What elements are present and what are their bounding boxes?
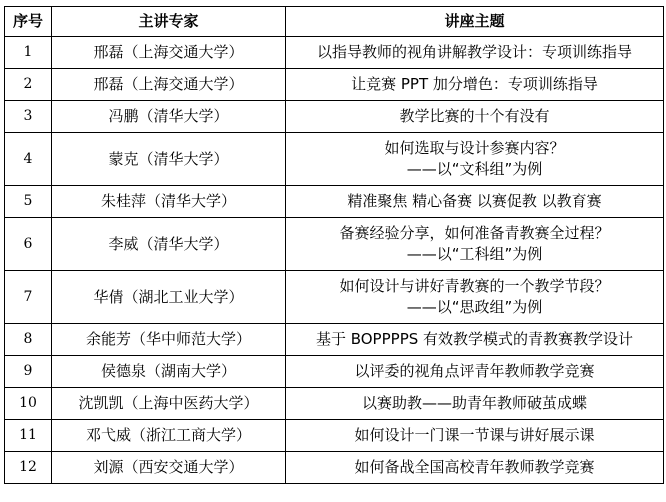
topic-line: ——以“工科组”为例 bbox=[406, 245, 543, 263]
table-row bbox=[5, 186, 664, 218]
row-number: 11 bbox=[5, 420, 52, 452]
topic-line: 以指导教师的视角讲解教学设计：专项训练指导 bbox=[316, 43, 632, 61]
topic-cell bbox=[286, 101, 664, 133]
topic-line: 让竞赛 PPT 加分增色：专项训练指导 bbox=[351, 75, 598, 93]
topic-cell bbox=[286, 133, 664, 186]
topic-cell bbox=[286, 271, 664, 324]
row-number: 4 bbox=[5, 133, 52, 186]
topic-line: 如何设计一门课一节课与讲好展示课 bbox=[354, 426, 595, 444]
lecture-schedule-table bbox=[4, 6, 664, 484]
table-row bbox=[5, 69, 664, 101]
topic-cell bbox=[286, 218, 664, 271]
row-number: 6 bbox=[5, 218, 52, 271]
table-row bbox=[5, 452, 664, 484]
topic-line: 以赛助教——助青年教师破茧成蝶 bbox=[361, 394, 587, 412]
row-number: 5 bbox=[5, 186, 52, 218]
table-header-row bbox=[5, 7, 664, 37]
header-topic: 讲座主题 bbox=[286, 7, 664, 37]
topic-cell bbox=[286, 37, 664, 69]
topic-cell bbox=[286, 452, 664, 484]
table-row bbox=[5, 324, 664, 356]
table-row bbox=[5, 133, 664, 186]
topic-line: 精准聚焦 精心备赛 以赛促教 以教育赛 bbox=[347, 192, 602, 210]
topic-cell bbox=[286, 69, 664, 101]
row-number: 10 bbox=[5, 388, 52, 420]
table-row bbox=[5, 218, 664, 271]
table-row bbox=[5, 420, 664, 452]
topic-line: ——以“思政组”为例 bbox=[406, 298, 543, 316]
topic-line: ——以“文科组”为例 bbox=[406, 160, 543, 178]
header-speaker: 主讲专家 bbox=[52, 7, 286, 37]
row-number: 8 bbox=[5, 324, 52, 356]
topic-cell bbox=[286, 356, 664, 388]
speaker-cell: 朱桂萍（清华大学） bbox=[52, 186, 286, 218]
table-row bbox=[5, 271, 664, 324]
topic-cell bbox=[286, 420, 664, 452]
topic-cell bbox=[286, 388, 664, 420]
topic-line: 以评委的视角点评青年教师教学竞赛 bbox=[354, 362, 595, 380]
speaker-cell: 华倩（湖北工业大学） bbox=[52, 271, 286, 324]
table-row bbox=[5, 356, 664, 388]
row-number: 3 bbox=[5, 101, 52, 133]
header-no: 序号 bbox=[5, 7, 52, 37]
speaker-cell: 邢磊（上海交通大学） bbox=[52, 37, 286, 69]
table-row bbox=[5, 101, 664, 133]
table-row bbox=[5, 37, 664, 69]
topic-cell bbox=[286, 186, 664, 218]
topic-line: 教学比赛的十个有没有 bbox=[399, 107, 550, 125]
topic-line: 基于 BOPPPPS 有效教学模式的青教赛教学设计 bbox=[315, 330, 634, 348]
row-number: 1 bbox=[5, 37, 52, 69]
table-row bbox=[5, 388, 664, 420]
row-number: 9 bbox=[5, 356, 52, 388]
speaker-cell: 沈凯凯（上海中医药大学） bbox=[52, 388, 286, 420]
speaker-cell: 余能芳（华中师范大学） bbox=[52, 324, 286, 356]
speaker-cell: 蒙克（清华大学） bbox=[52, 133, 286, 186]
speaker-cell: 刘源（西安交通大学） bbox=[52, 452, 286, 484]
speaker-cell: 侯德泉（湖南大学） bbox=[52, 356, 286, 388]
topic-cell bbox=[286, 324, 664, 356]
speaker-cell: 李威（清华大学） bbox=[52, 218, 286, 271]
topic-line: 如何设计与讲好青教赛的一个教学节段？ bbox=[339, 277, 610, 295]
topic-line: 如何备战全国高校青年教师教学竞赛 bbox=[354, 458, 595, 476]
speaker-cell: 邓弋威（浙江工商大学） bbox=[52, 420, 286, 452]
topic-line: 如何选取与设计参赛内容？ bbox=[384, 139, 565, 157]
topic-line: 备赛经验分享，如何准备青教赛全过程？ bbox=[339, 224, 610, 242]
row-number: 2 bbox=[5, 69, 52, 101]
speaker-cell: 冯鹏（清华大学） bbox=[52, 101, 286, 133]
speaker-cell: 邢磊（上海交通大学） bbox=[52, 69, 286, 101]
row-number: 12 bbox=[5, 452, 52, 484]
row-number: 7 bbox=[5, 271, 52, 324]
